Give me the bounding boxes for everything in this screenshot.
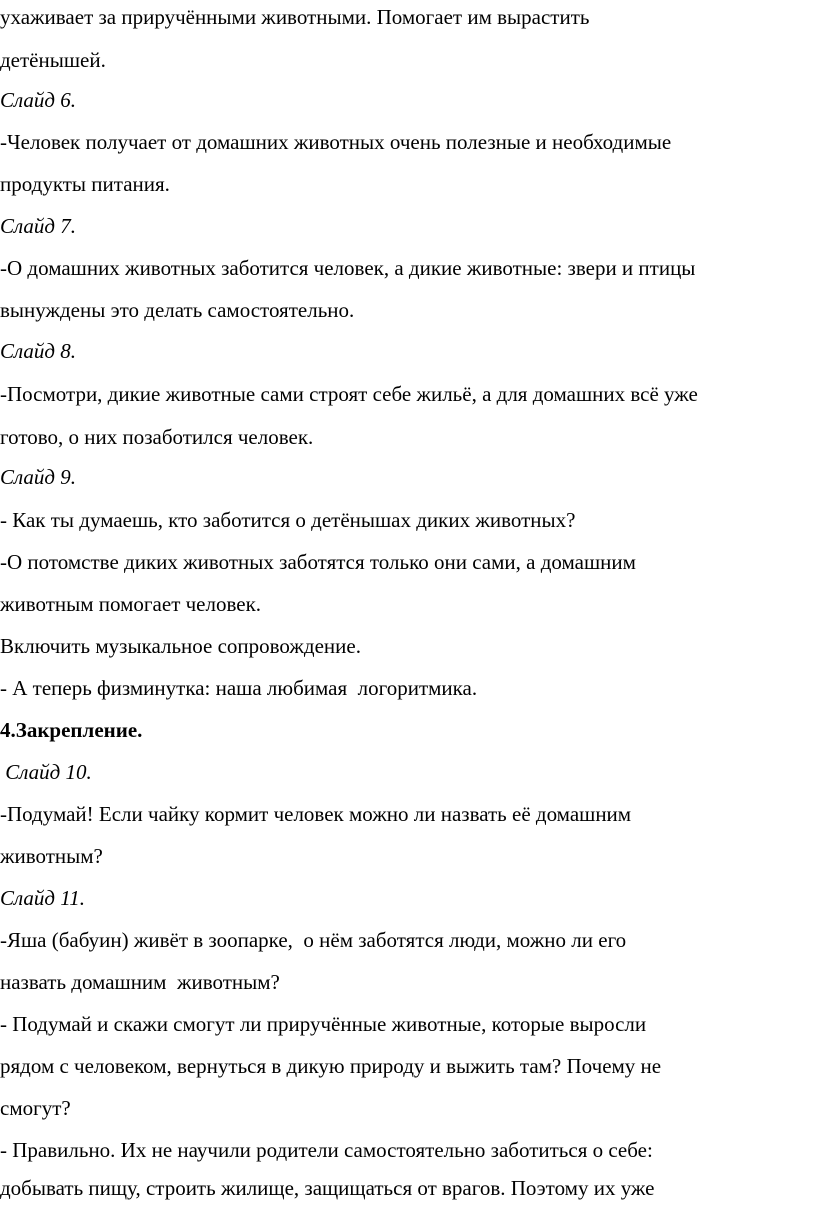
text-line: смогут?: [0, 1096, 71, 1120]
text-line: продукты питания.: [0, 172, 170, 196]
text-line: - Правильно. Их не научили родители самостоятельно заботиться о себе:: [0, 1138, 653, 1162]
slide-heading: Слайд 7.: [0, 214, 77, 238]
slide-heading: Слайд 10.: [0, 760, 92, 784]
text-line: рядом с человеком, вернуться в дикую природу и выжить там? Почему не: [0, 1054, 662, 1078]
text-line: детёнышей.: [0, 48, 106, 72]
text-line: добывать пищу, строить жилище, защищаться от врагов. Поэтому их уже: [0, 1176, 655, 1200]
section-heading: 4.Закрепление.: [0, 718, 143, 742]
slide-heading: Слайд 11.: [0, 886, 85, 910]
text-line: - Подумай и скажи смогут ли приручённые животные, которые выросли: [0, 1012, 647, 1036]
text-line: -Человек получает от домашних животных очень полезные и необходимые: [0, 130, 672, 154]
text-line: -Подумай! Если чайку кормит человек можно ли назвать её домашним: [0, 802, 632, 826]
text-line: вынуждены это делать самостоятельно.: [0, 298, 355, 322]
text-line: - Как ты думаешь, кто заботится о детёнышах диких животных?: [0, 508, 576, 532]
text-line: -О домашних животных заботится человек, а дикие животные: звери и птицы: [0, 256, 696, 280]
text-line: -Посмотри, дикие животные сами строят себе жильё, а для домашних всё уже: [0, 382, 698, 406]
text-line: ухаживает за приручёнными животными. Помогает им вырастить: [0, 5, 590, 29]
text-line: готово, о них позаботился человек.: [0, 425, 314, 449]
slide-heading: Слайд 8.: [0, 339, 77, 363]
text-line: животным?: [0, 844, 103, 868]
slide-heading: Слайд 9.: [0, 465, 77, 489]
text-line: Включить музыкальное сопровождение.: [0, 634, 361, 658]
text-line: назвать домашним животным?: [0, 970, 280, 994]
slide-heading: Слайд 6.: [0, 88, 77, 112]
text-line: животным помогает человек.: [0, 592, 262, 616]
text-line: - А теперь физминутка: наша любимая логоритмика.: [0, 676, 478, 700]
text-line: -Яша (бабуин) живёт в зоопарке, о нём заботятся люди, можно ли его: [0, 928, 627, 952]
text-line: -О потомстве диких животных заботятся только они сами, а домашним: [0, 550, 636, 574]
